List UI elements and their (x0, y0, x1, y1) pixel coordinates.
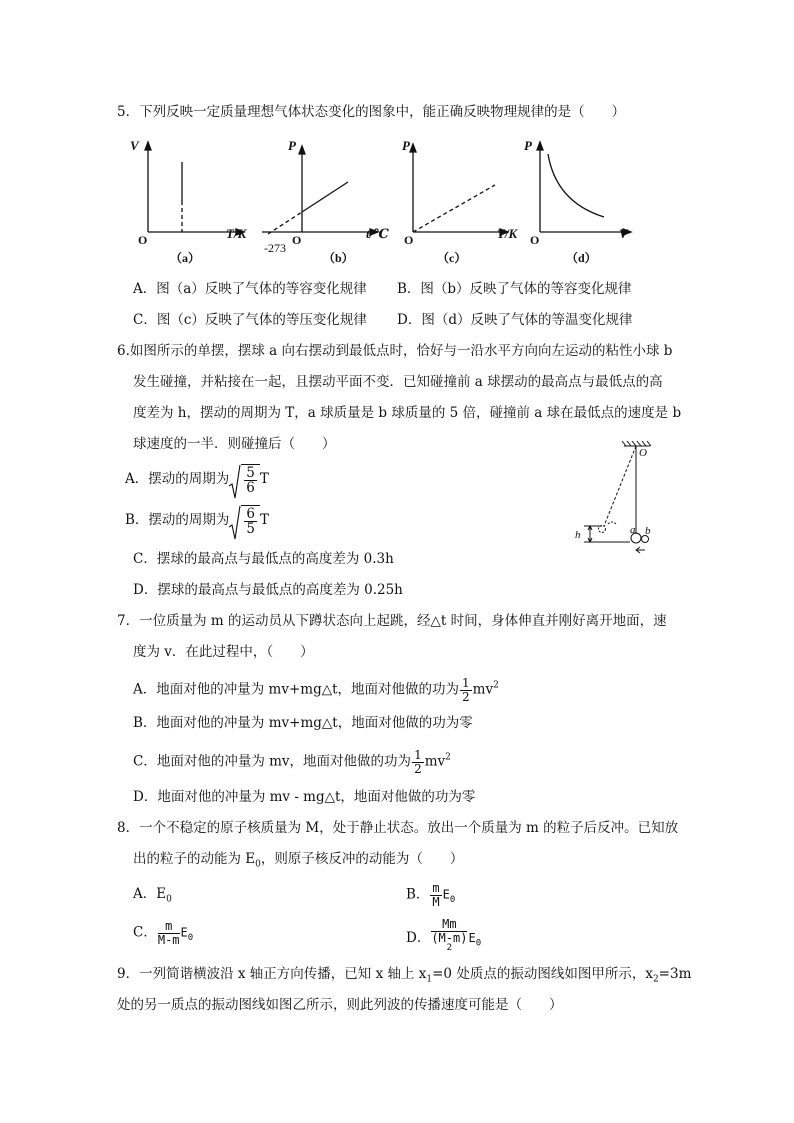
pendulum-o: O (639, 447, 647, 459)
q8-option-b: B． $\frac{m}{M}$ $E_0$ (406, 881, 456, 909)
graph-b-x: t/℃ (366, 226, 389, 241)
graph-d-origin: O (530, 233, 540, 247)
q5-option-c: C．图（c）反映了气体的等压变化规律 (133, 312, 367, 328)
q9-line2: 处的另一质点的振动图线如图乙所示，则此列波的传播速度可能是（ ） (117, 997, 563, 1013)
graph-b-label: （b） (323, 251, 354, 265)
q7-option-d: D．地面对他的冲量为 mv - mg△t，地面对他做的功为零 (133, 789, 476, 805)
graph-c-y: P (402, 138, 410, 153)
q8-line2: 出的粒子的动能为 $E_0$，则原子核反冲的动能为（ ） (133, 851, 464, 870)
q8-option-c: C． $\frac{m}{M-m}$ $E_0$ (133, 919, 194, 947)
q5-option-d: D．图（d）反映了气体的等温变化规律 (397, 312, 633, 328)
q5-option-b: B．图（b）反映了气体的等容变化规律 (397, 281, 632, 297)
q7-option-b: B．地面对他的冲量为 mv+mg△t，地面对他做的功为零 (133, 715, 473, 731)
q7-option-a: A．地面对他的冲量为 mv+mg△t，地面对他做的功为 $\frac{1}{2}$ $mv^2$ (133, 676, 499, 704)
q6-option-a: A．摆动的周期为 $\frac{5}{6}$ T (125, 465, 269, 497)
q5-stem: 5．下列反映一定质量理想气体状态变化的图象中，能正确反映物理规律的是（ ） (117, 104, 626, 120)
q6-option-d: D．摆球的最高点与最低点的高度差为 0.25h (133, 582, 403, 598)
graph-b-mark: -273 (264, 241, 286, 255)
graph-c-x: T/K (497, 226, 518, 241)
q8-line1: 8．一个不稳定的原子核质量为 M，处于静止状态。放出一个质量为 m 的粒子后反冲。已知放 (117, 820, 679, 836)
graph-a-y: V (130, 138, 139, 153)
graph-d-x: V (619, 226, 628, 241)
graph-d-y: P (524, 138, 532, 153)
graph-c-origin: O (404, 233, 414, 247)
pendulum-h: h (575, 529, 581, 541)
q6-line3: 度差为 h，摆动的周期为 T，a 球质量是 b 球质量的 5 倍，碰撞前 a 球在最低点的速度是 b (133, 405, 682, 421)
q6-option-b: B．摆动的周期为 $\frac{6}{5}$ T (125, 506, 270, 538)
graph-a-x: T/K (226, 226, 247, 241)
q7-line1: 7．一位质量为 m 的运动员从下蹲状态向上起跳，经△t 时间，身体伸直并刚好离开地面，速 (117, 613, 667, 629)
graph-b-y: P (288, 138, 296, 153)
graph-b-origin: O (292, 233, 302, 247)
q6-line2: 发生碰撞，并粘接在一起，且摆动平面不变．已知碰撞前 a 球摆动的最高点与最低点的高 (133, 374, 663, 390)
q7-line2: 度为 v．在此过程中，（ ） (133, 644, 314, 660)
q6-option-c: C．摆球的最高点与最低点的高度差为 0.3h (133, 551, 394, 567)
graph-c-label: （c） (437, 251, 467, 265)
graph-a-label: （a） (170, 251, 201, 265)
graph-d-label: （d） (566, 251, 597, 265)
q6-line1: 6.如图所示的单摆，摆球 a 向右摆动到最低点时，恰好与一沿水平方向向左运动的粘性小球 b (117, 343, 673, 359)
graph-a-origin: O (138, 233, 148, 247)
pendulum-figure (568, 440, 678, 560)
q9-line1: 9．一列简谐横波沿 x 轴正方向传播，已知 x 轴上 $x_1=0$ 处质点的振动图线如图甲所示，$x_2=3m$ (117, 966, 692, 985)
q8-option-a: A．$E_0$ (133, 886, 172, 905)
pendulum-b: b (645, 525, 651, 537)
q6-line4: 球速度的一半．则碰撞后（ ） (133, 436, 336, 452)
q5-option-a: A．图（a）反映了气体的等容变化规律 (133, 281, 367, 297)
q8-option-d: D． Mm (M-m) $^2$ $E_0$ (406, 917, 482, 954)
q5-graphs (0, 130, 794, 290)
q7-option-c: C．地面对他的冲量为 mv，地面对他做的功为 $\frac{1}{2}$ $mv^2$ (133, 748, 451, 776)
pendulum-a: a (630, 524, 636, 536)
